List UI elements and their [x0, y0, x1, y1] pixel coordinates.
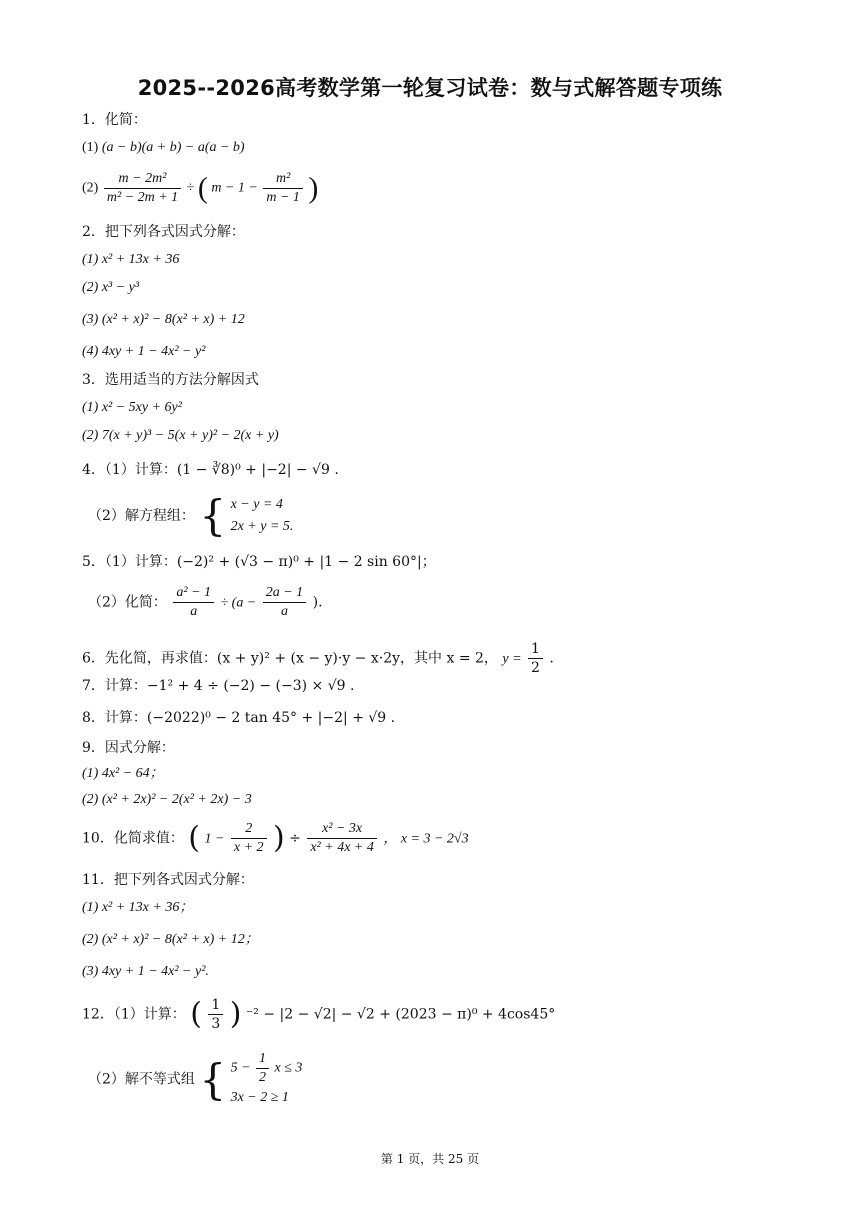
problem-12-part-1: 12．（1）计算： ( $\frac{1}{3}$ ) ⁻² − |2 − √2| − √2 + (2023 − π)⁰ + 4cos45° [82, 996, 556, 1032]
problem-12-part-2: （2）解不等式组 { 5 − $\frac{1}{2}$ x ≤ 3 3x − 2 ≥ 1 [88, 1051, 303, 1105]
problem-2-head: 2．把下列各式因式分解： [82, 224, 245, 240]
problem-10: 10．化简求值： ( 1 − $\frac{2}{x + 2}$ ) ÷ $\frac{\text{x² − 3x}}{\text{x² + 4x + 4}}$ ， x = 3 − 2√3 [82, 820, 469, 856]
problem-2-item-1: (1) x² + 13x + 36 [82, 252, 180, 267]
problem-1-part-1: (1) (a − b)(a + b) − a(a − b) [82, 140, 245, 155]
page-footer: 第 1 页，共 25 页 [380, 1152, 480, 1166]
problem-1-part-2: (2) $\frac{\text{m − 2m²}}{\text{m² − 2m + 1}}$ ÷ ( m − 1 − $\frac{\text{m²}}{m - 1}$ ) [82, 171, 319, 205]
problem-4-part-1: 4．（1）计算：(1 − ∛8)⁰ + |−2| − √9 . [82, 462, 339, 478]
problem-6: 6．先化简，再求值：(x + y)² + (x − y)·y − x·2y，其中 x = 2， y = $\frac{1}{2}$ . [82, 641, 554, 676]
problem-9-item-1: (1) 4x² − 64； [82, 766, 164, 781]
problem-11-item-3: (3) 4xy + 1 − 4x² − y². [82, 964, 209, 979]
problem-4-part-2: （2）解方程组： { x − y = 4 2x + y = 5. [88, 491, 294, 540]
problem-3-head: 3．选用适当的方法分解因式 [82, 372, 259, 388]
problem-3-item-2: (2) 7(x + y)³ − 5(x + y)² − 2(x + y) [82, 428, 279, 443]
problem-11-head: 11．把下列各式因式分解： [82, 872, 254, 888]
problem-3-item-1: (1) x² − 5xy + 6y² [82, 400, 182, 415]
fraction: $\frac{\text{m²}}{m - 1}$ [263, 170, 303, 207]
problem-9-item-2: (2) (x² + 2x)² − 2(x² + 2x) − 3 [82, 792, 252, 807]
problem-2-item-4: (4) 4xy + 1 − 4x² − y² [82, 344, 206, 359]
problem-2-item-3: (3) (x² + x)² − 8(x² + x) + 12 [82, 312, 245, 327]
problem-9-head: 9．因式分解： [82, 740, 175, 756]
fraction: $\frac{\text{m − 2m²}}{\text{m² − 2m + 1}}$ [104, 170, 181, 207]
problem-11-item-2: (2) (x² + x)² − 8(x² + x) + 12； [82, 932, 259, 947]
problem-5-part-1: 5．（1）计算：(−2)² + (√3 − π)⁰ + |1 − 2 sin 60°|； [82, 554, 436, 570]
problem-1-head: 1．化简： [82, 112, 147, 128]
problem-8: 8．计算：(−2022)⁰ − 2 tan 45° + |−2| + √9 . [82, 710, 396, 726]
problem-5-part-2: （2）化简： $\frac{\text{a² − 1}}{a}$ ÷ (a − $\frac{2a - 1}{a}$ ). [88, 585, 323, 619]
problem-2-item-2: (2) x³ − y³ [82, 280, 140, 295]
problem-7: 7．计算：−1² + 4 ÷ (−2) − (−3) × √9 . [82, 678, 355, 694]
problem-11-item-1: (1) x² + 13x + 36； [82, 900, 194, 915]
page-title: 2025--2026高考数学第一轮复习试卷：数与式解答题专项练 [137, 76, 723, 100]
